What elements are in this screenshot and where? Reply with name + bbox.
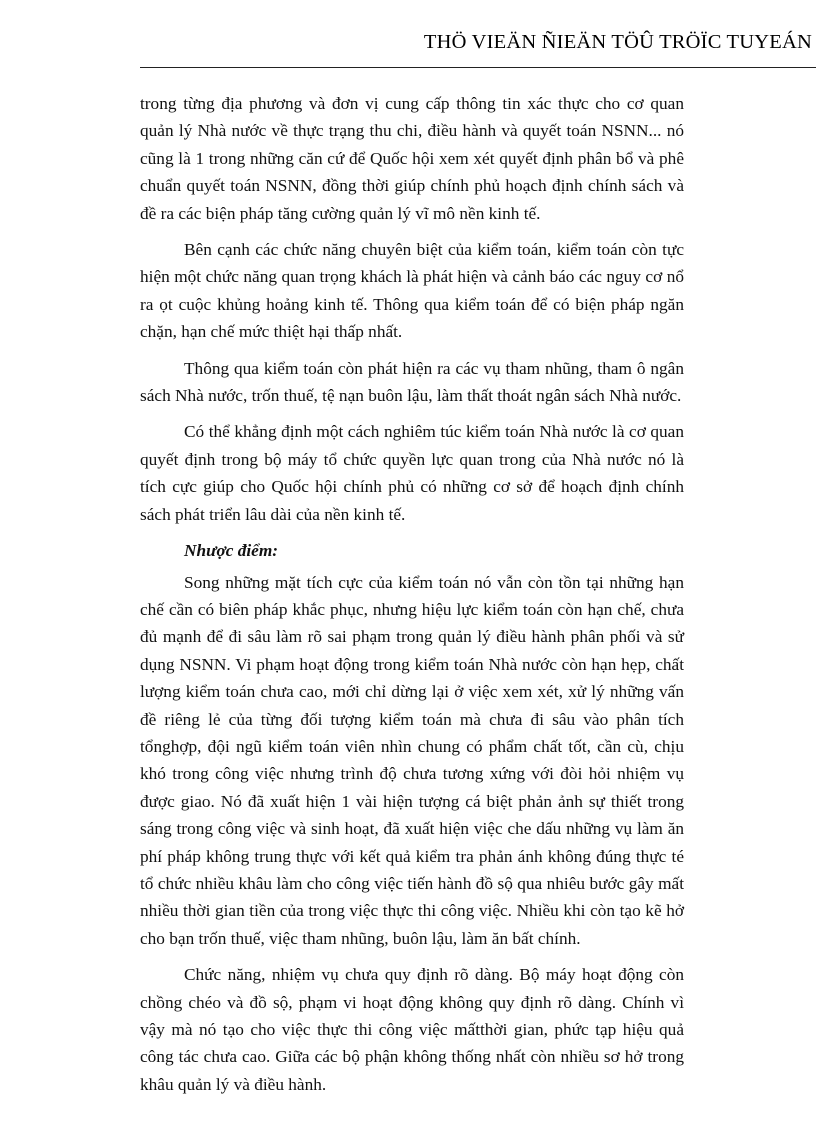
header-divider	[140, 67, 816, 68]
page-header-title: THÖ VIEÄN ÑIEÄN TÖÛ TRÖÏC TUYEÁN	[423, 31, 812, 53]
section-heading: Nhược điểm:	[184, 541, 279, 561]
paragraph: Chức năng, nhiệm vụ chưa quy định rõ dàng. Bộ máy hoạt động còn chồng chéo và đồ sộ, phạm vi hoạt động không quy định rõ dàng. Chính vì vậy mà nó tạo cho việc thực thi công việc mấtthời gian, phức tạp hiệu quả công tác chưa cao. Giữa các bộ phận không thống nhất còn nhiều sơ hở trong khâu quản lý và điều hành.	[140, 965, 684, 1094]
paragraph: Bên cạnh các chức năng chuyên biệt của kiểm toán, kiểm toán còn tực hiện một chức năng quan trọng khách là phát hiện và cảnh báo các nguy cơ nổ ra ọt cuộc khủng hoảng kinh tế. Thông qua kiểm toán để có biện pháp ngăn chặn, hạn chế mức thiệt hại thấp nhất.	[140, 240, 684, 342]
paragraph: trong từng địa phương và đơn vị cung cấp thông tin xác thực cho cơ quan quản lý Nhà nước về thực trạng thu chi, điều hành và quyết toán NSNN... nó cũng là 1 trong những căn cứ để Quốc hội xem xét quyết định phân bổ và phê chuẩn quyết toán NSNN, đồng thời giúp chính phủ hoạch định chính sách và đề ra các biện pháp tăng cường quản lý vĩ mô nền kinh tế.	[140, 94, 684, 223]
paragraph: Có thể khẳng định một cách nghiêm túc kiểm toán Nhà nước là cơ quan quyết định trong bộ máy tổ chức quyền lực quan trong của Nhà nước nó là tích cực giúp cho Quốc hội chính phủ có những cơ sở để hoạch định chính sách phát triển lâu dài của nền kinh tế.	[140, 422, 684, 524]
paragraph: Thông qua kiểm toán còn phát hiện ra các vụ tham nhũng, tham ô ngân sách Nhà nước, trốn thuế, tệ nạn buôn lậu, làm thất thoát ngân sách Nhà nước.	[140, 358, 684, 406]
paragraph: Song những mặt tích cực của kiểm toán nó vẫn còn tồn tại những hạn chế cần có biên pháp khắc phục, nhưng hiệu lực kiểm toán còn hạn chế, chưa đủ mạnh để đi sâu làm rõ sai phạm trong quản lý điều hành phân phối và sử dụng NSNN. Vi phạm hoạt động trong kiểm toán Nhà nước còn hạn hẹp, chất lượng kiểm toán chưa cao, mới chỉ dừng lại ở việc xem xét, xử lý những vấn đề riêng lẻ của từng đối tượng kiểm toán mà chưa đi sâu vào phân tích tổnghợp, đội ngũ kiểm toán viên nhìn chung có phẩm chất tốt, cần cù, chịu khó trong công việc nhưng trình độ chưa tương xứng với đòi hỏi nhiệm vụ được giao. Nó đã xuất hiện 1 vài hiện tượng cá biệt phản ảnh sự thiết trong sáng trong công việc và sinh hoạt, đã xuất hiện việc che dấu những vụ làm ăn phí pháp không trung thực với kết quả kiểm tra phản ánh không đúng thực té tổ chức nhiều khâu làm cho công việc tiến hành đồ sộ qua nhiêu bước gây mất nhiều thời gian tiền của trong việc thực thi công việc. Nhiều khi còn tạo kẽ hở cho bạn trốn thuế, việc tham nhũng, buôn lậu, làm ăn bất chính.	[140, 572, 684, 948]
document-body	[140, 90, 684, 1107]
